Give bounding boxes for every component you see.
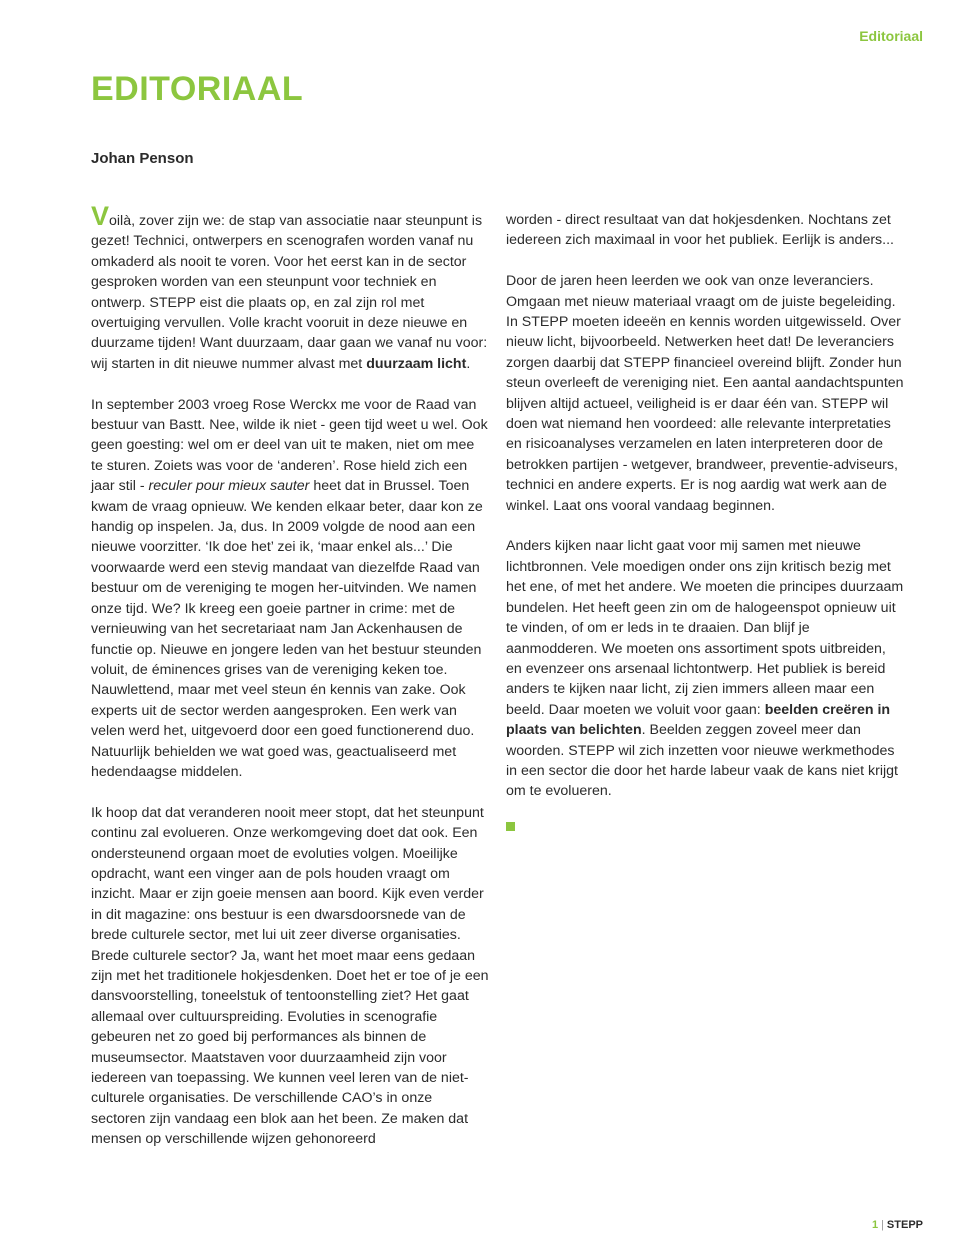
evolution-paragraph: Ik hoop dat dat veranderen nooit meer stopt, dat het steunpunt continu zal evolueren. Onze werkomgeving doet dat ook. Een ondersteunend orgaan moet de evoluties volgen. Moeilijke opdracht, want een vinger aan de pols houden vraagt om inzicht. Maar er zijn goeie mensen aan boord. Kijk even verder in dit magazine: ons bestuur is een dwarsdoorsnede van de brede culturele sector, met lui uit zeer diverse organisaties. Brede culturele sector? Ja, want het moet maar eens gedaan zijn met het traditionele hokjesdenken. Doet het er toe of je een dansvoorstelling, toneelstuk of tentoonstelling ziet? Het gaat allemaal over cultuurspreiding. Evoluties in scenografie gebeuren net zo goed bij performances als binnen de museumsector. Maatstaven voor duurzaamheid zijn voor iedereen van toepassing. We kunnen veel leren van de niet-culturele organisaties. De verschillende CAO’s in onze sectoren zijn vandaag een blok aan het been. Ze maken dat mensen op verschillende wijzen gehonoreerd — [91, 804, 489, 1148]
light-text-b: . Beelden zeggen zoveel meer dan woorden. STEPP wil zich inzetten voor nieuwe werkmethodes in een sector die door het harde labeur vaak de kans niet krijgt om te evolueren. — [506, 722, 898, 800]
light-paragraph — [506, 536, 904, 801]
page-footer — [872, 1219, 923, 1231]
page-title: EDITORIAAL — [91, 70, 304, 108]
history-italic: reculer pour mieux sauter — [148, 478, 310, 495]
light-bold-text: beelden creëren in plaats van belichten — [506, 701, 891, 739]
left-column — [91, 201, 489, 1170]
intro-text: oilà, zover zijn we: de stap van associatie naar steunpunt is gezet! Technici, ontwerpers en scenografen worden vanaf nu omkaderd als nooit te voren. Voor het eerst kan in de sector gesproken worden van een steunpunt voor techniek en ontwerp. STEPP eist die plaats op, en zal zijn rol met overtuiging vervullen. Volle kracht vooruit in deze nieuwe en duurzame tijden! Want duurzaam, daar gaan we vanaf nu voor: wij starten in dit nieuwe nummer alvast met — [91, 213, 488, 372]
history-text-b: heet dat in Brussel. Toen kwam de vraag opnieuw. We kenden elkaar beter, daar kon ze handig op inspelen. Ja, dus. In 2009 volgde de nood aan een nieuwe voorzitter. ‘Ik doe het’ zei ik, ‘maar enkel als...’ Die voorwaarde werd een stevig mandaat van diezelfde Raad van bestuur om de vereniging te mogen her-uitvinden. We namen onze tijd. We? Ik kreeg een goeie partner in crime: met de vernieuwing van het secretariaat nam Jan Ackenhausen de functie op. Nieuwe en jongere leden van het bestuur steunden voluit, de éminences grises van de vereniging keken toe. Nauwlettend, maar met veel steun én kennis van zake. Ook experts uit de sector werden aangesproken. Een werk van velen werd het, uitgevoerd door een goed functionerend duo. Natuurlijk behielden we wat goed was, geactualiseerd met hedendaagse middelen. — [91, 478, 483, 780]
intro-bold-text: duurzaam licht — [366, 355, 467, 372]
drop-cap: V — [91, 201, 110, 231]
author-name: Johan Penson — [91, 150, 194, 167]
history-paragraph — [91, 395, 489, 783]
end-mark-square-icon — [506, 822, 515, 831]
light-text-a: Anders kijken naar licht gaat voor mij samen met nieuwe lichtbronnen. Vele moedigen onder ons zijn kritisch bezig met het ene, of met het andere. We moeten die principes duurzaam bundelen. Het heeft geen zin om de halogeenspot opnieuw uit te vinden, of om er leds in te draaien. Dan blijf je aanmodderen. We moeten ons assortiment spots uitbreiden, en evenzeer ons arsenaal lichtontwerp. Het publiek is bereid anders te kijken naar licht, zij zien immers alleen maar een beeld. Daar moeten we voluit voor gaan: — [506, 538, 904, 718]
intro-end: . — [466, 355, 471, 372]
history-text-a: In september 2003 vroeg Rose Werckx me voor de Raad van bestuur van Bastt. Nee, wilde ik niet - geen tijd weet u wel. Ook geen goesting: wel om er deel van uit te maken, niet om mee te sturen. Zoiets was voor de ‘anderen’. Rose hield zich een jaar stil - — [91, 396, 488, 495]
magazine-name: STEPP — [886, 1219, 923, 1231]
page-number: 1 — [871, 1219, 879, 1231]
section-tag: Editoriaal — [859, 28, 923, 44]
right-column — [506, 210, 904, 831]
footer-separator: | — [881, 1219, 884, 1231]
intro-paragraph — [91, 201, 489, 374]
continuation-paragraph: worden - direct resultaat van dat hokjesdenken. Nochtans zet iedereen zich maximaal in voor het publiek. Eerlijk is anders... — [506, 212, 894, 249]
suppliers-paragraph: Door de jaren heen leerden we ook van onze leveranciers. Omgaan met nieuw materiaal vraagt om de juiste begeleiding. In STEPP moeten ideeën en kennis worden uitgewisseld. Over nieuw licht, bijvoorbeeld. Netwerken heet dat! De leveranciers zorgen daarbij dat STEPP financieel overeind blijft. Zonder hun steun overleeft de vereniging niet. Een aantal aandachtspunten blijven altijd actueel, veiligheid is er daar één van. STEPP wil doen wat niemand hen voordeed: alle relevante interpretaties en risicoanalyses verzamelen en laten interpreteren door de betrokken partijen - wetgever, brandweer, preventie-adviseurs, technici en andere experts. Er is nog aardig wat werk aan de winkel. Laat ons vooral vandaag beginnen. — [506, 273, 904, 514]
